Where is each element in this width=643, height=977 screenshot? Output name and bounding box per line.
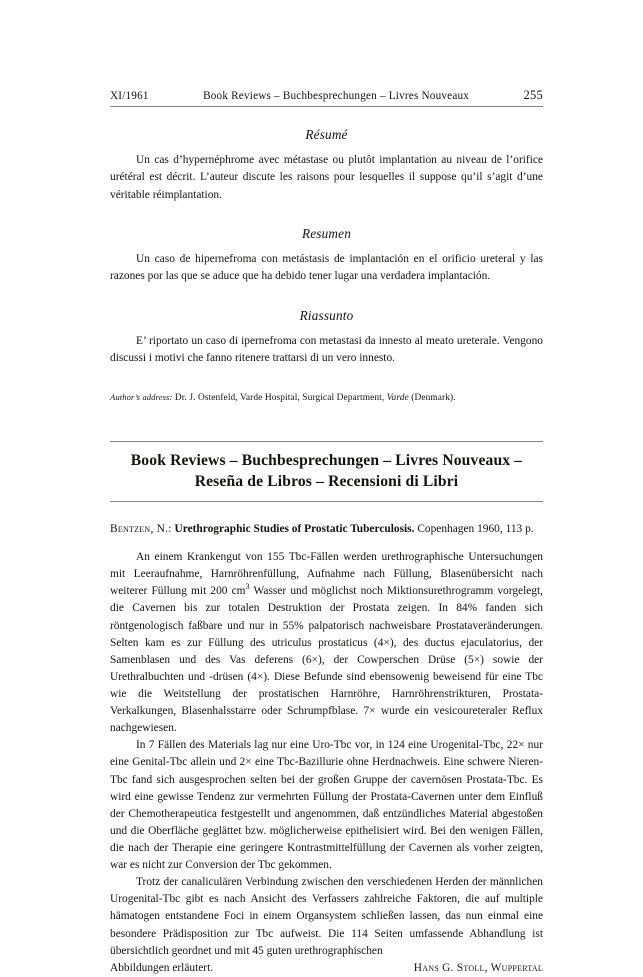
- book-review-entry: [110, 521, 543, 977]
- running-title: Book Reviews – Buchbesprechungen – Livres Nouveaux: [203, 90, 470, 102]
- section-rule-bottom: [110, 501, 543, 502]
- abstract-resume-body: Un cas d’hypernéphrome avec métastase ou plutôt implantation au niveau de l’orifice urétéral est décrit. L’auteur discute les raisons pour lesquelles il suppose qu’il s’agit d’une véritable réimplantation.: [110, 154, 543, 201]
- abstract-resumen-heading: Resumen: [301, 225, 351, 241]
- review-author: Bentzen, N.:: [110, 522, 172, 535]
- abstract-riassunto-body: E’ riportato un caso di ipernefroma con metastasi da innesto al meato ureterale. Vengono discussi i motivi che fanno ritenere trattarsi di un vero innesto.: [110, 334, 543, 364]
- abstract-resumen-body: Un caso de hipernefroma con metástasis de implantación en el orificio ureteral y las razones por las que se aduce que ha debido tener lugar una verdadera implantación.: [110, 252, 543, 283]
- review-paragraph-1-part-a: An einem Krankengut von 155 Tbc-Fällen werden urethrographische Untersuchungen mit Leeraufnahme, Harnröhrenfüllung, Aufnahme nach Füllung, Blasenübersicht nach weiterer Füllung mit 200 cm: [110, 551, 543, 598]
- author-address-country: (Denmark).: [408, 393, 456, 404]
- section-heading-line-2: Reseña de Libros – Recensioni di Libri: [194, 473, 459, 491]
- abstract-resumen: [110, 226, 543, 286]
- abstract-resume-text: [110, 152, 543, 204]
- author-address: [110, 391, 543, 405]
- review-paragraph-3: [110, 874, 543, 960]
- abstract-resumen-text: [110, 251, 543, 286]
- review-book-title: Urethrographic Studies of Prostatic Tuberculosis.: [174, 522, 415, 535]
- abstract-resume-heading: Résumé: [305, 127, 348, 142]
- author-address-city: Varde: [386, 393, 409, 404]
- author-address-label: Author’s address:: [110, 392, 173, 403]
- cubic-exponent: 3: [245, 582, 250, 592]
- abstract-riassunto: [110, 308, 543, 368]
- section-heading-line-1: Book Reviews – Buchbesprechungen – Livres Nouveaux –: [130, 452, 523, 470]
- review-paragraph-2: In 7 Fällen des Materials lag nur eine Uro-Tbc vor, in 124 eine Urogenital-Tbc, 22× nur eine Genital-Tbc allein und 2× eine Tbc-Bazillurie ohne Herdnachweis. Eine schwere Nieren-Tbc fand sich ausgesprochen selten bei der großen Gruppe der cavernösen Prostata-Tbc. Es wird eine gewisse Tendenz zur vermehrten Füllung der Prostata-Cavernen unter dem Einfluß der Chemotherapeutica festgestellt und angenommen, daß entzündliches Material abgestoßen und die Oberfläche geglättet bzw. möglicherweise epithelisiert wird. Bei den wenigen Fällen, die nach der Therapie eine geringere Kontrastmittelfüllung der Cavernen als vorher zeigten, war es nicht zur Conversion der Tbc gekommen.: [110, 739, 543, 872]
- abstract-riassunto-text: [110, 333, 543, 368]
- review-imprint: Copenhagen 1960, 113 p.: [414, 522, 534, 535]
- author-address-text: Dr. J. Ostenfeld, Varde Hospital, Surgical Department,: [172, 393, 387, 404]
- abstract-resume: [110, 127, 543, 204]
- book-reviews-section-header: [110, 441, 543, 501]
- review-paragraph-1-part-b: Wasser und möglichst noch Miktionsurethrogramm vorgelegt, die Cavernen bis zur totalen Destruktion der Prostata zeigen. In 84% fanden sich röntgenologisch faßbare und nur in 55% palpatorisch nachweisbare Prostataveränderungen. Selten kam es zur Füllung des utriculus prostaticus (4×), des ductus ejaculatorius, der Samenblasen und des Vas deferens (6×), der Cowperschen Drüse (5×) sowie der Urethralbuchten und -drüsen (4×). Diese Befunde sind ebensowenig beweisend für eine Tbc wie die Weitstellung der prostatischen Harnröhre, Harnröhrenstrikturen, Prostata-Verkalkungen, Blasenhalsstarre oder Schrumpfblase. 7× wurde ein vesicoureteraler Reflux nachgewiesen.: [110, 585, 543, 735]
- review-paragraph-3-text: Trotz der canaliculären Verbindung zwischen den verschiedenen Herden der männlichen Urogenital-Tbc gibt es nach Ansicht des Verfassers zahlreiche Faktoren, die auf multiple hämatogen entstandene Foci in einem Organsystem schließen lassen, das nun einmal eine besondere Prädisposition zur Tbc aufweist. Die 114 Seiten umfassende Abhandlung ist übersichtlich geordnet und mit 45 guten urethrographischen: [110, 876, 543, 957]
- abstract-riassunto-heading: Riassunto: [299, 307, 354, 323]
- review-paragraph-1: [110, 549, 543, 737]
- review-citation: [110, 521, 543, 538]
- reviewer-name: Hans G. Stoll, Wuppertal: [413, 961, 543, 974]
- section-heading: [110, 442, 543, 500]
- running-head-rule: [110, 106, 543, 107]
- reviewer-signature-line: Abbildungen erläutert. Hans G. Stoll, Wuppertal: [110, 960, 543, 977]
- running-head: [110, 88, 543, 106]
- issue-number: XI/1961: [110, 90, 149, 102]
- page-number: 255: [523, 88, 543, 102]
- section-rule-top: [110, 441, 543, 442]
